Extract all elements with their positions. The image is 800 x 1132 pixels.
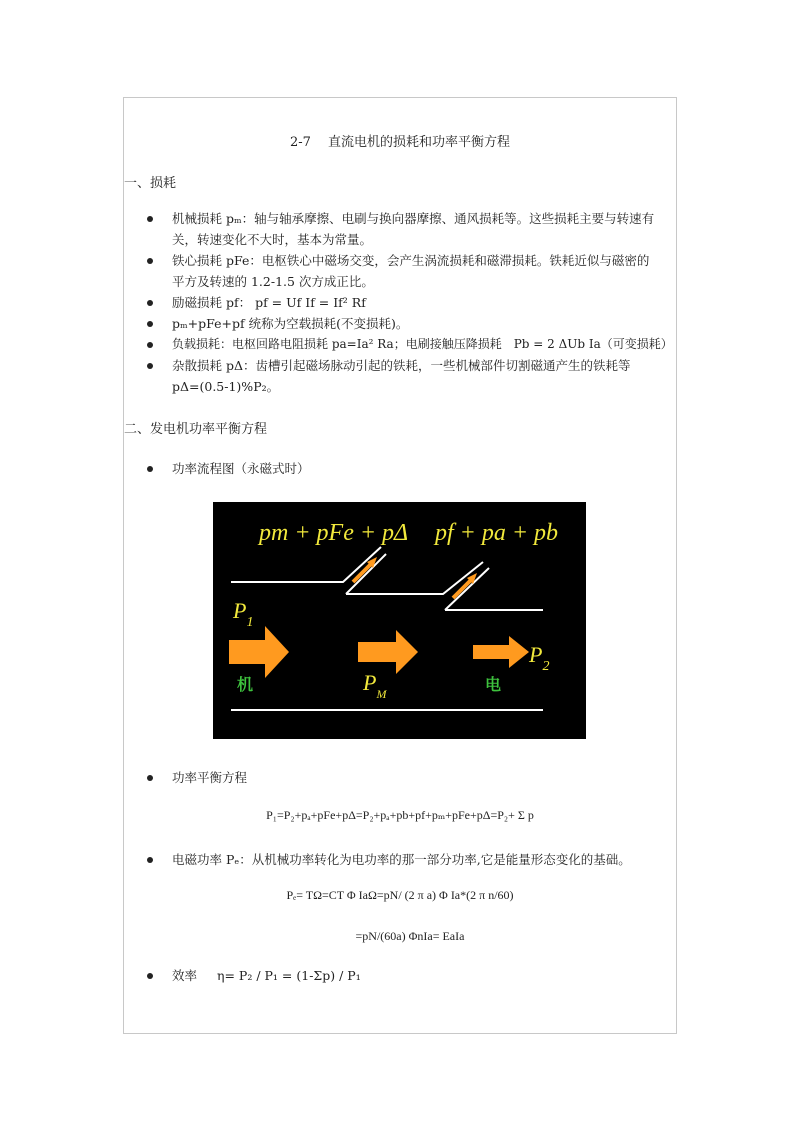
list-item-flow-diagram: 功率流程图（永磁式时）	[172, 461, 310, 476]
diagram-losses-right: pf + pa + pb	[435, 520, 559, 546]
list-item-line: 关，转速变化不大时，基本为常量。	[172, 232, 373, 247]
bullet-icon	[147, 216, 153, 222]
list-item-stray-loss	[172, 355, 677, 397]
list-item-efficiency	[172, 965, 677, 986]
list-item-iron-loss	[172, 250, 677, 292]
efficiency-label: 效率	[172, 968, 198, 983]
list-item-excitation-loss: 励磁损耗 pf： pf = Uf If = If² Rf	[172, 295, 366, 310]
list-item-mechanical-loss	[172, 208, 677, 250]
list-item-line: 铁心损耗 pFe：电枢铁心中磁场交变，会产生涡流损耗和磁滞损耗。铁耗近似与磁密的	[172, 253, 650, 268]
section-heading-losses: 一、损耗	[124, 176, 177, 191]
bullet-icon	[147, 321, 153, 327]
list-item-load-loss: 负载损耗：电枢回路电阻损耗 pa=Ia² Ra；电刷接触压降损耗 Pb = 2 ΔUb Ia（可变损耗）	[172, 337, 673, 351]
bullet-icon	[147, 300, 153, 306]
diagram-label-p1: $P_1$	[233, 598, 254, 630]
list-item-line: 机械损耗 pₘ：轴与轴承摩擦、电刷与换向器摩擦、通风损耗等。这些损耗主要与转速有	[172, 211, 655, 226]
equation-power-balance: P₁=P₂+pₐ+pFe+pΔ=P₂+pₐ+pb+pf+pₘ+pFe+pΔ=P₂+ Σ p	[266, 808, 534, 822]
bullet-icon	[147, 857, 153, 863]
bullet-icon	[147, 973, 153, 979]
list-item-line: pΔ=(0.5-1)%P₂。	[172, 379, 280, 394]
arrow-pm	[358, 630, 418, 674]
list-item-line: 平方及转速的 1.2-1.5 次方成正比。	[172, 274, 374, 289]
diagram-label-pm: $P_M$	[363, 670, 387, 701]
diagram-losses-left: pm + pFe + pΔ	[259, 520, 409, 546]
equation-efficiency: η= P₂ / P₁ = (1-Σp) / P₁	[217, 968, 361, 983]
diagram-label-mech: 机	[237, 675, 254, 694]
list-item-em-power: 电磁功率 Pₑ：从机械功率转化为电功率的那一部分功率,它是能量形态变化的基础。	[172, 852, 631, 867]
equation-em-power-2: =pN/(60a) ΦnIa= EaIa	[355, 929, 465, 943]
bullet-icon	[147, 363, 153, 369]
list-item-no-load-loss: pₘ+pFe+pf 统称为空载损耗(不变损耗)。	[172, 316, 409, 331]
power-flow-diagram	[213, 502, 586, 739]
list-item-balance-label: 功率平衡方程	[172, 770, 248, 785]
bullet-icon	[147, 775, 153, 781]
page-title: 2-7 直流电机的损耗和功率平衡方程	[289, 135, 511, 150]
bullet-icon	[147, 258, 153, 264]
bullet-icon	[147, 466, 153, 472]
arrow-p1	[229, 626, 289, 678]
bullet-icon	[147, 342, 153, 348]
list-item-line: 杂散损耗 pΔ：齿槽引起磁场脉动引起的铁耗，一些机械部件切割磁通产生的铁耗等	[172, 358, 631, 373]
diagram-label-elec: 电	[485, 675, 502, 694]
diagram-label-p2: $P_2$	[529, 642, 550, 674]
equation-em-power-1: Pₑ= TΩ=CT Φ IaΩ=pN/ (2 π a) Φ Ia*(2 π n/60)	[286, 888, 514, 902]
section-heading-power-balance: 二、发电机功率平衡方程	[124, 422, 268, 437]
arrow-p2	[473, 636, 529, 668]
